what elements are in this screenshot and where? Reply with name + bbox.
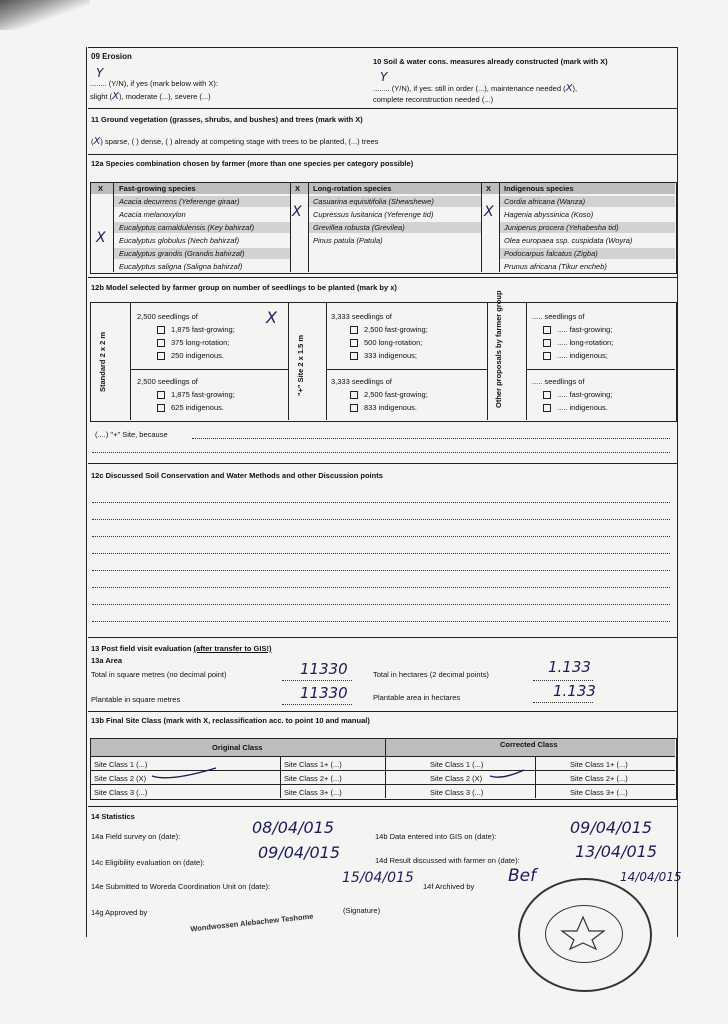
checkbox[interactable] <box>350 404 358 412</box>
checkbox[interactable] <box>543 326 551 334</box>
checkbox[interactable] <box>157 339 165 347</box>
discussion-line[interactable] <box>92 502 670 503</box>
plantable-sqm-value: 11330 <box>300 684 348 702</box>
species-fast-item: Acacia melanoxylon <box>119 210 186 219</box>
submitted-date: 15/04/015 <box>342 870 414 886</box>
top-border <box>88 47 678 48</box>
site-class-cell: Site Class 3 (...) <box>94 788 148 797</box>
erosion-title: 09 Erosion <box>91 52 132 61</box>
species-indig-item: Podocarpus falcatus (Zigba) <box>504 249 598 258</box>
archived-by-signature: Bef <box>508 866 537 886</box>
approver-name: Wondwossen Alebachew Teshome <box>189 911 314 934</box>
checkbox[interactable] <box>543 352 551 360</box>
plantable-ha-label: Plantable area in hectares <box>373 693 461 702</box>
species-indig-item: Cordia africana (Wanza) <box>504 197 586 206</box>
original-class-header: Original Class <box>212 743 263 752</box>
checkbox[interactable] <box>350 339 358 347</box>
submitted-label: 14e Submitted to Woreda Coordination Unit on (date): <box>91 882 271 891</box>
eligibility-date: 09/04/015 <box>258 843 341 862</box>
soil-water-line2: complete reconstruction needed (...) <box>373 95 494 104</box>
site-class-title: 13b Final Site Class (mark with X, reclassification acc. to point 10 and manual) <box>91 716 370 725</box>
other-proposals-side-label: Other proposals by farmer group <box>494 290 503 408</box>
model-title: 12b Model selected by farmer group on number of seedlings to be planted (mark by x) <box>91 283 397 292</box>
total-ha-value: 1.133 <box>548 658 591 676</box>
star-icon <box>560 915 606 951</box>
left-border <box>86 47 87 937</box>
soil-water-line1: ........ (Y/N), if yes: still in order (...), maintenance needed (X), <box>373 83 578 94</box>
site-class-cell: Site Class 2 (X) <box>94 774 147 783</box>
species-fast-item: Eucalyptus saligna (Saligna bahirzaf) <box>119 262 243 271</box>
species-fast-item: Eucalyptus camaldulensis (Key bahirzaf) <box>119 223 255 232</box>
area-title: 13a Area <box>91 656 122 665</box>
plantable-ha-value: 1.133 <box>553 682 596 700</box>
species-title: 12a Species combination chosen by farmer (more than one species per category possible) <box>91 159 414 168</box>
checkbox[interactable] <box>157 352 165 360</box>
site-class-cell: Site Class 1 (...) <box>94 760 148 769</box>
checkmark-icon <box>488 766 528 782</box>
right-border <box>677 47 678 937</box>
signature-label: (Signature) <box>343 906 381 915</box>
plantable-sqm-label: Plantable in square metres <box>91 695 181 704</box>
species-long-item: Pinus patula (Patula) <box>313 236 383 245</box>
archived-date: 14/04/015 <box>620 870 682 884</box>
long-rotation-header: Long-rotation species <box>313 184 392 193</box>
species-indig-item: Hagenia abyssinica (Koso) <box>504 210 594 219</box>
checkbox[interactable] <box>157 326 165 334</box>
erosion-line1: (Y/N), if yes (mark below with X): <box>108 79 218 88</box>
discussion-title: 12c Discussed Soil Conservation and Water Methods and other Discussion points <box>91 471 383 480</box>
species-long-item: Grevillea robusta (Grevilea) <box>313 223 405 232</box>
approved-label: 14g Approved by <box>91 908 148 917</box>
field-survey-date: 08/04/015 <box>252 818 335 837</box>
model-c1-heading: ..... seedlings of <box>532 312 585 321</box>
discussion-line[interactable] <box>92 604 670 605</box>
discussed-date: 13/04/015 <box>575 842 658 861</box>
statistics-title: 14 Statistics <box>91 812 135 821</box>
post-field-title: 13 Post field visit evaluation (after transfer to GIS!) <box>91 644 272 653</box>
mark-fast-growing: X <box>96 230 106 246</box>
species-fast-item: Acacia decurrens (Yeferenge giraar) <box>119 197 240 206</box>
checkbox[interactable] <box>350 352 358 360</box>
model-b2-heading: 3,333 seedlings of <box>331 377 392 386</box>
site-class-cell: Site Class 3+ (...) <box>570 788 628 797</box>
site-class-cell: Site Class 1+ (...) <box>284 760 342 769</box>
discussion-line[interactable] <box>92 587 670 588</box>
species-indig-item: Juniperus procera (Yehabesha tid) <box>504 223 619 232</box>
species-long-item: Cupressus lusitanica (Yeferenge tid) <box>313 210 434 219</box>
checkbox[interactable] <box>350 391 358 399</box>
checkbox[interactable] <box>157 404 165 412</box>
corrected-class-header: Corrected Class <box>500 740 558 749</box>
indigenous-header: Indigenous species <box>504 184 574 193</box>
plus-site-because: (....) "+" Site, because <box>95 430 168 439</box>
species-fast-item: Eucalyptus globulus (Nech bahirzaf) <box>119 236 240 245</box>
plus-site-side-label: "+" Site 2 x 1.5 m <box>296 334 305 396</box>
discussion-line[interactable] <box>92 570 670 571</box>
model-b1-heading: 3,333 seedlings of <box>331 312 392 321</box>
discussion-line[interactable] <box>92 519 670 520</box>
total-sqm-value: 11330 <box>300 660 348 678</box>
total-sqm-label: Total in square metres (no decimal point) <box>91 670 227 679</box>
model-c2-heading: ..... seedlings of <box>532 377 585 386</box>
ground-vegetation-line: (X) sparse, ( ) dense, ( ) already at competing stage with trees to be planted, (...) trees <box>91 136 379 147</box>
discussed-label: 14d Result discussed with farmer on (date): <box>375 856 520 865</box>
erosion-value: Y <box>96 66 104 80</box>
gis-entry-label: 14b Data entered into GIS on (date): <box>375 832 497 841</box>
ground-vegetation-title: 11 Ground vegetation (grasses, shrubs, and bushes) and trees (mark with X) <box>91 115 363 124</box>
site-class-cell: Site Class 1 (...) <box>430 760 484 769</box>
field-survey-label: 14a Field survey on (date): <box>91 832 181 841</box>
eligibility-label: 14c Eligibility evaluation on (date): <box>91 858 205 867</box>
checkbox[interactable] <box>543 339 551 347</box>
erosion-line2: slight (X), moderate (...), severe (...) <box>90 91 211 102</box>
site-class-cell: Site Class 3+ (...) <box>284 788 342 797</box>
species-long-item: Casuarina equisitifolia (Shewshewe) <box>313 197 434 206</box>
site-class-cell: Site Class 3 (...) <box>430 788 484 797</box>
checkbox[interactable] <box>157 391 165 399</box>
species-fast-item: Eucalyptus grandis (Grandis bahirzaf) <box>119 249 245 258</box>
site-class-cell: Site Class 2+ (...) <box>284 774 342 783</box>
site-class-cell: Site Class 2+ (...) <box>570 774 628 783</box>
total-ha-label: Total in hectares (2 decimal points) <box>373 670 489 679</box>
discussion-line[interactable] <box>92 553 670 554</box>
model-a2-heading: 2,500 seedlings of <box>137 377 198 386</box>
archived-label: 14f Archived by <box>423 882 475 891</box>
mark-indigenous: X <box>484 204 494 220</box>
soil-water-value: Y <box>380 70 388 84</box>
model-a1-mark: X <box>266 308 277 327</box>
soil-water-title: 10 Soil & water cons. measures already constructed (mark with X) <box>373 57 608 66</box>
gis-entry-date: 09/04/015 <box>570 818 653 837</box>
checkmark-icon <box>150 764 220 784</box>
mark-long-rotation: X <box>292 204 302 220</box>
model-a1-heading: 2,500 seedlings of <box>137 312 198 321</box>
site-class-cell: Site Class 1+ (...) <box>570 760 628 769</box>
checkbox[interactable] <box>543 404 551 412</box>
scan-edge-shadow <box>0 0 90 30</box>
checkbox[interactable] <box>543 391 551 399</box>
fast-growing-header: Fast-growing species <box>119 184 196 193</box>
species-indig-item: Prunus africana (Tikur encheb) <box>504 262 607 271</box>
discussion-line[interactable] <box>92 536 670 537</box>
scanned-form-page: 09 Erosion Y ........ (Y/N), if yes (mark below with X): slight (X), moderate (...), severe (...) 10 Soil & water cons. measures already constructed (mark with X) Y ........ (Y/N), if yes: still in order (...), maintenance needed (X), complete reconstruction needed (...) 11 Ground vegetation (grasses, shrubs, and bushes) and trees (mark with X) (X) sparse, ( ) dense, ( ) already at competing stage with trees to be planted, (...) trees 12a Species combination chosen by farmer (more than one species per category possible) X Fast-growing species X Long-rotation species X Indigenous species Acacia decurrens (Yeferenge giraar) Acacia melanoxylon Eucalyptus camaldulensis (Key bahirzaf) Eucalyptus globulus (Nech bahirzaf) Eucalyptus grandis (Grandis bahirzaf) Eucalyptus saligna (Saligna bahirzaf) Casuarina equisitifolia (Shewshewe) Cupressus lusitanica (Yeferenge tid) Grevillea robusta (Grevilea) Pinus patula (Patula) Cordia africana (Wanza) Hagenia abyssinica (Koso) Juniperus procera (Yehabesha tid) Olea europaea ssp. cuspidata (Woyra) Podocarpus falcatus (Zigba) Prunus africana (Tikur encheb) X X X 12b Model selected by farmer group on number of seedlings to be planted (mark by x) Standard 2 x 2 m "+" Site 2 x 1.5 m Other proposals by farmer group 2,500 seedlings of X 1,875 fast-growing; 375 long-rotation; 250 indigenous. 2,500 seedlings of 1,875 fast-growing; 625 indigenous. 3,333 seedlings of 2,500 fast-growing; 500 long-rotation; 333 indigenous; 3,333 seedlings of 2,500 fast-growing; 833 indigenous. ..... seedlings of ..... fast-growing; ..... long-rotation; ..... indigenous; ..... seedlings of ..... fast-growing; ..... indigenous. (....) "+" Site, because 12c Discussed Soil Conservation and Water Methods and other Discussion points 13 Post field visit evaluation (after transfer to GIS!) 13a Area Total in square metres (no decimal point) 11330 Total in hectares (2 decimal points) 1.133 Plantable in square metres 11330 Plantable area in hectares 1.133 13b Final Site Class (mark with X, reclassification acc. to point 10 and manual) Original Class Corrected Class Site Class 1 (...) Site Class 2 (X) Site Class 3 (...) Site Class 1+ (...) Site Class 2+ (...) Site Class 3+ (...) Site Class 1 (...) Site Class 2 (X) Site Class 3 (...) Site Class 1+ (...) Site Class 2+ (...) Site Class 3+ (...) 14 Statistics 14a Field survey on (date): 08/04/015 14b Data entered into GIS on (date): 09/04/015 14c Eligibility evaluation on (date): 09/04/015 14d Result discussed with farmer on (date): 13/04/015 14e Submitted to Woreda Coordination Unit on (date): 15/04/015 14f Archived by Bef 14/04/015 14g Approved by Wondwossen Alebachew Teshome (Signature) <box>0 0 728 1024</box>
species-indig-item: Olea europaea ssp. cuspidata (Woyra) <box>504 236 633 245</box>
checkbox[interactable] <box>350 326 358 334</box>
discussion-line[interactable] <box>92 621 670 622</box>
site-class-cell: Site Class 2 (X) <box>430 774 483 783</box>
standard-side-label: Standard 2 x 2 m <box>98 331 107 392</box>
